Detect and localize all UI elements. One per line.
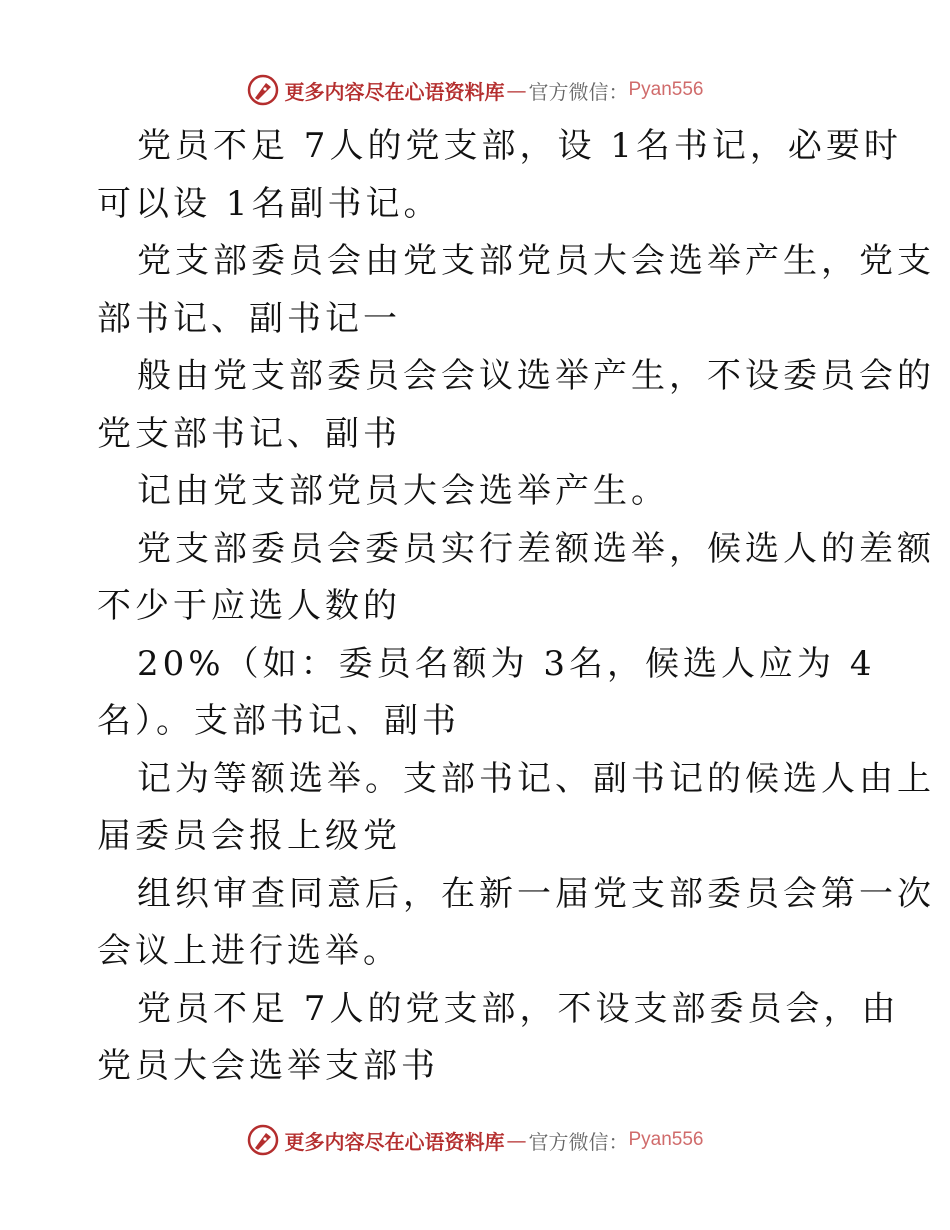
text-line: 名）。支部书记、副书 bbox=[97, 701, 460, 741]
text-line: 记为等额选举。支部书记、副书记的候选人由上 bbox=[137, 758, 935, 799]
banner-main-text: 更多内容尽在心语资料库 bbox=[284, 1129, 505, 1154]
text-line: 党员大会选举支部书 bbox=[97, 1046, 439, 1086]
text-line: 20%（如：委员名额为 3名，候选人应为 4 bbox=[137, 643, 876, 684]
banner-wechat-id: Pyan556 bbox=[628, 1129, 704, 1150]
footer-banner bbox=[0, 1120, 950, 1160]
text-line: 党支部委员会由党支部党员大会选举产生，党支 bbox=[137, 241, 935, 281]
banner-wechat-label: 官方微信： bbox=[528, 1129, 629, 1154]
banner-wechat-id: Pyan556 bbox=[628, 79, 704, 100]
pen-nib-logo-icon bbox=[246, 73, 280, 107]
text-line: 党支部委员会委员实行差额选举，候选人的差额 bbox=[137, 528, 935, 569]
banner-wechat-label: 官方微信： bbox=[528, 79, 629, 104]
banner-main-text: 更多内容尽在心语资料库 bbox=[284, 79, 505, 104]
text-line: 届委员会报上级党 bbox=[97, 816, 401, 856]
text-line: 党员不足 7人的党支部，不设支部委员会，由 bbox=[137, 988, 900, 1029]
document-body bbox=[97, 118, 935, 1096]
text-line: 记由党支部党员大会选举产生。 bbox=[137, 471, 669, 511]
text-line: 般由党支部委员会会议选举产生，不设委员会的 bbox=[137, 356, 935, 396]
text-line: 会议上进行选举。 bbox=[97, 931, 401, 971]
banner-dash: — bbox=[506, 78, 527, 102]
pen-nib-logo-icon bbox=[246, 1123, 280, 1157]
text-line: 党员不足 7人的党支部，设 1名书记，必要时 bbox=[137, 126, 902, 166]
banner-dash: — bbox=[506, 1128, 527, 1152]
text-line: 组织审查同意后，在新一届党支部委员会第一次 bbox=[137, 873, 935, 914]
text-line: 部书记、副书记一 bbox=[97, 298, 401, 339]
text-line: 不少于应选人数的 bbox=[97, 586, 401, 626]
text-line: 可以设 1名副书记。 bbox=[97, 183, 442, 224]
text-line: 党支部书记、副书 bbox=[97, 413, 401, 454]
header-banner bbox=[0, 70, 950, 110]
